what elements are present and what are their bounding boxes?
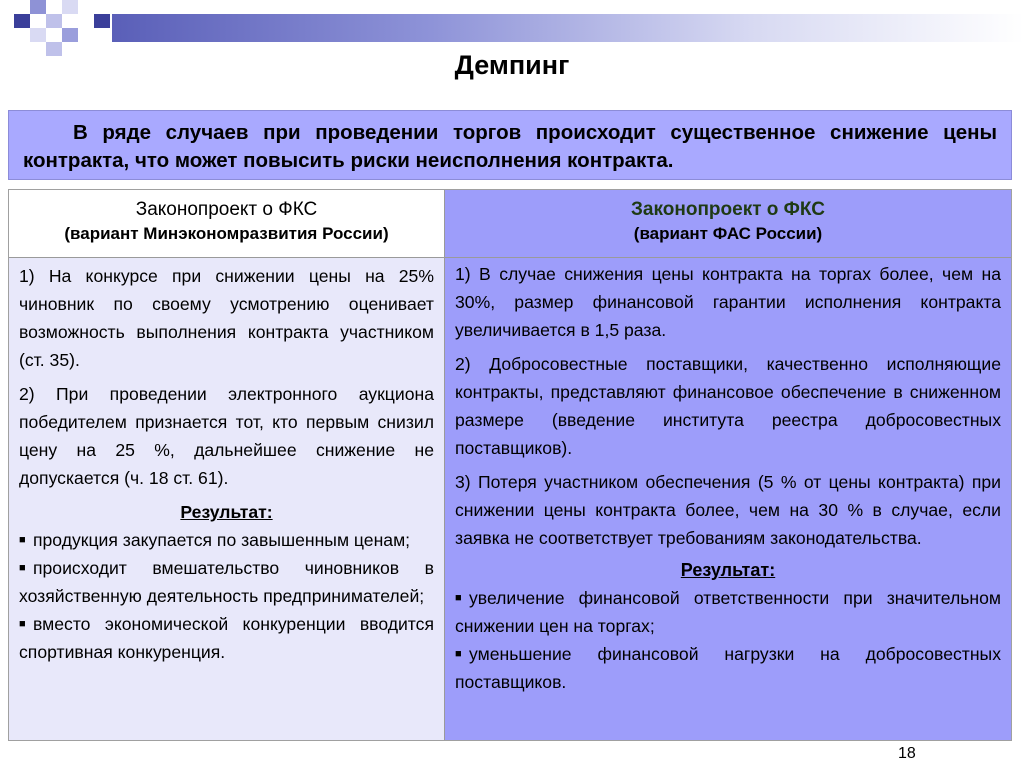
column-body bbox=[9, 258, 444, 666]
column-subheading: (вариант ФАС России) bbox=[633, 224, 823, 243]
bullet-text: продукция закупается по завышенным ценам; bbox=[33, 530, 411, 550]
slide-title: Демпинг bbox=[454, 50, 570, 80]
paragraph: 1) В случае снижения цены контракта на торгах более, чем на 30%, размер финансовой гарантии исполнения контракта увеличивается в 1,5 раза. bbox=[455, 264, 1001, 340]
bullet-item bbox=[19, 526, 434, 554]
column-header bbox=[445, 190, 1011, 258]
decor-square bbox=[30, 0, 46, 14]
result-label: Результат: bbox=[680, 560, 776, 580]
decor-square bbox=[62, 28, 78, 42]
bullet-text: увеличение финансовой ответственности при значительном снижении цен на торгах; bbox=[455, 588, 1001, 636]
comparison-table bbox=[8, 189, 1012, 741]
decor-square bbox=[46, 14, 62, 28]
column-fas bbox=[445, 190, 1011, 740]
bullet-square-icon: ■ bbox=[19, 534, 26, 546]
column-minek bbox=[9, 190, 445, 740]
paragraph: 2) Добросовестные поставщики, качественно исполняющие контракты, представляют финансовое обеспечение в сниженном размере (введение института реестра добросовестных поставщиков). bbox=[455, 354, 1001, 458]
bullet-square-icon: ■ bbox=[455, 648, 462, 660]
bullet-square-icon: ■ bbox=[19, 562, 26, 574]
bullet-item bbox=[19, 554, 434, 610]
decor-square bbox=[62, 0, 78, 14]
banner-text: В ряде случаев при проведении торгов происходит существенное снижение цены контракта, что может повысить риски неисполнения контракта. bbox=[23, 121, 997, 172]
bullet-item bbox=[19, 610, 434, 666]
paragraph: 3) Потеря участником обеспечения (5 % от цены контракта) при снижении цены контракта более, чем на 30 % в случае, если заявка не соответствует требованиям законодательства. bbox=[455, 472, 1001, 548]
column-heading: Законопроект о ФКС bbox=[631, 199, 825, 220]
column-heading: Законопроект о ФКС bbox=[135, 199, 318, 220]
column-header bbox=[9, 190, 444, 258]
page-number: 18 bbox=[898, 745, 916, 762]
column-body bbox=[445, 258, 1011, 696]
bullet-text: происходит вмешательство чиновников в хозяйственную деятельность предпринимателей; bbox=[19, 558, 434, 606]
header-gradient-bar bbox=[112, 14, 1024, 42]
bullet-text: уменьшение финансовой нагрузки на добросовестных поставщиков. bbox=[455, 644, 1001, 692]
decor-square bbox=[30, 28, 46, 42]
bullet-item bbox=[455, 640, 1001, 696]
column-subheading: (вариант Минэкономразвития России) bbox=[64, 224, 389, 243]
result-label: Результат: bbox=[180, 502, 273, 522]
paragraph: 1) На конкурсе при снижении цены на 25% чиновник по своему усмотрению оценивает возможность выполнения контракта участником (ст. 35). bbox=[19, 266, 434, 370]
bullet-square-icon: ■ bbox=[455, 592, 462, 604]
bullet-text: вместо экономической конкуренции вводится спортивная конкуренция. bbox=[19, 614, 434, 662]
bullet-square-icon: ■ bbox=[19, 618, 26, 630]
decor-square bbox=[14, 14, 30, 28]
bullet-item bbox=[455, 584, 1001, 640]
paragraph: 2) При проведении электронного аукциона победителем признается тот, кто первым снизил цену на 25 %, дальнейшее снижение не допускается (ч. 18 ст. 61). bbox=[19, 384, 434, 488]
intro-banner bbox=[8, 110, 1012, 180]
decor-square bbox=[94, 14, 110, 28]
